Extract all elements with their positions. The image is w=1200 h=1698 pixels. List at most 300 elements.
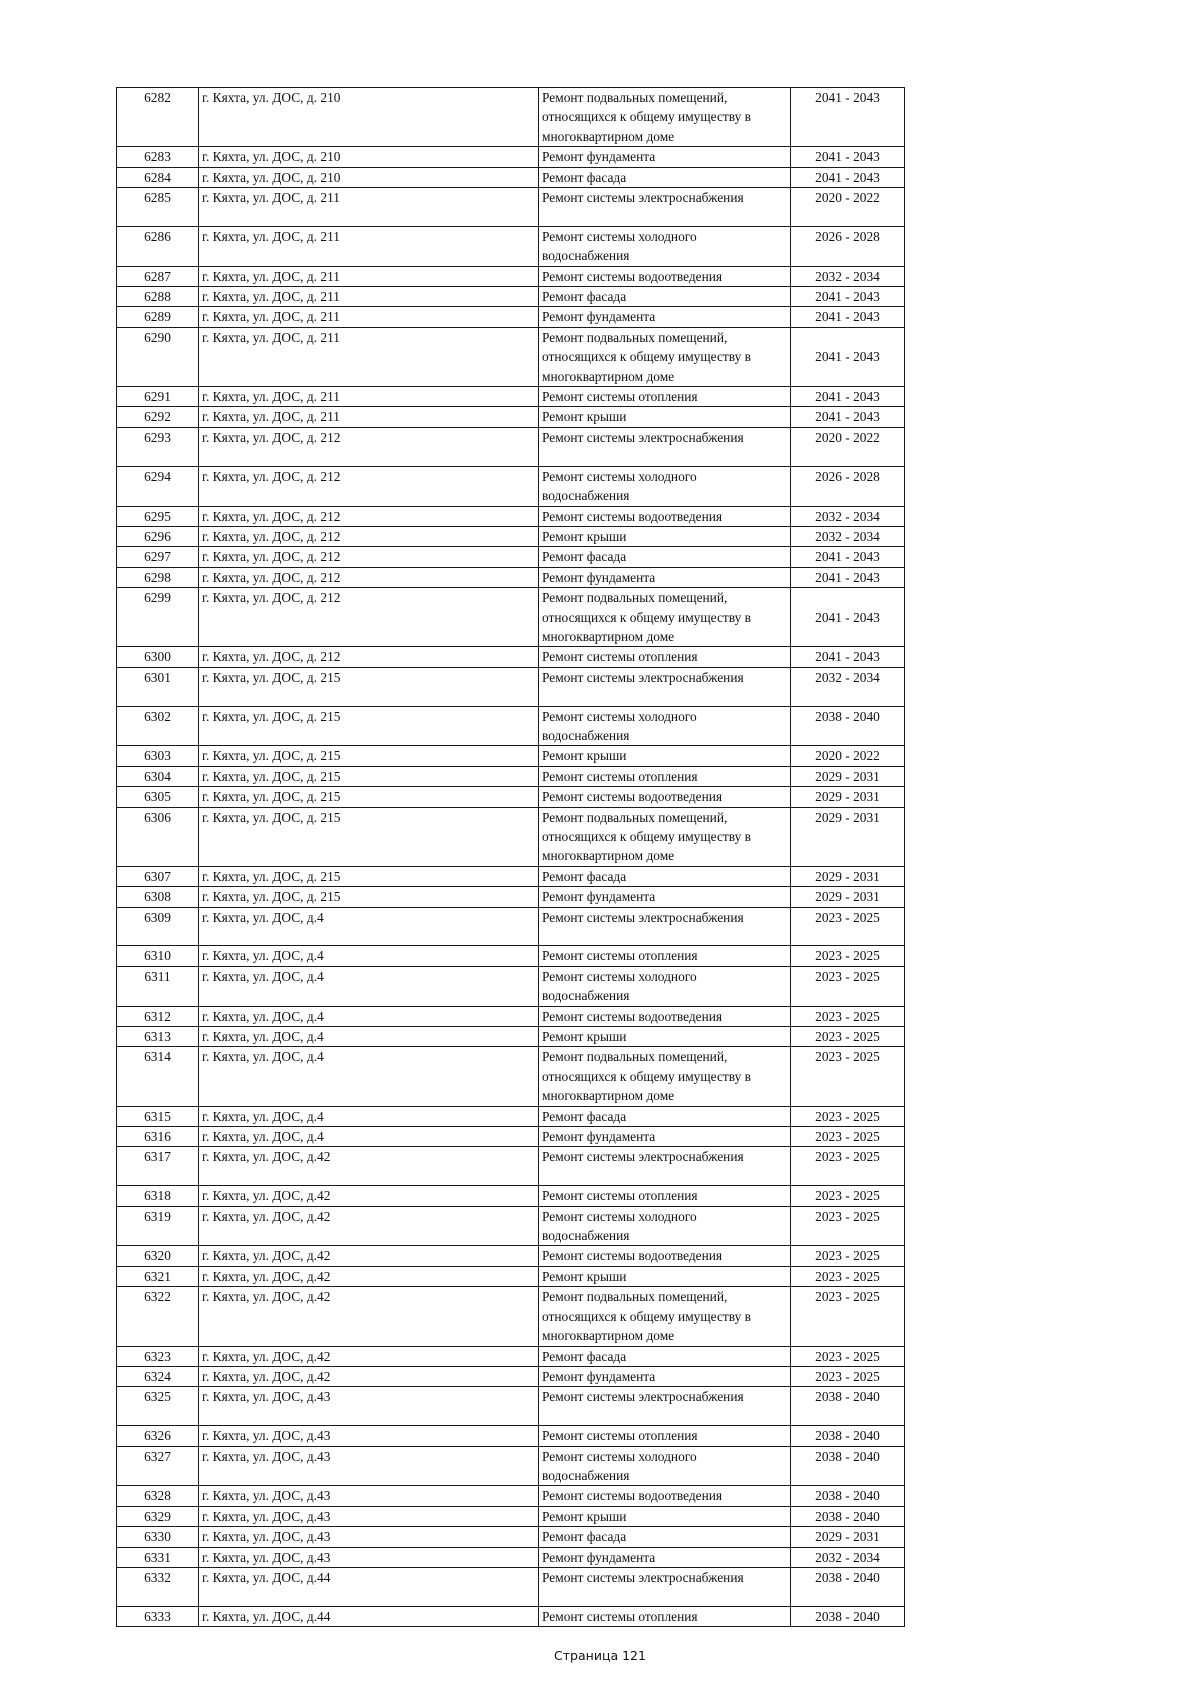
work-type-cell [539, 1127, 791, 1147]
address-cell: г. Кяхта, ул. ДОС, д.43 [199, 1387, 539, 1426]
table-body [117, 88, 905, 1627]
table-row [117, 147, 905, 167]
period-cell: 2029 - 2031 [791, 887, 905, 907]
period-cell: 2023 - 2025 [791, 1147, 905, 1186]
period-cell: 2023 - 2025 [791, 1266, 905, 1286]
table-row [117, 567, 905, 587]
work-type-line: Ремонт подвальных помещений, [542, 329, 728, 345]
period-cell: 2041 - 2043 [791, 588, 905, 647]
address-cell: г. Кяхта, ул. ДОС, д. 215 [199, 766, 539, 786]
period-cell: 2029 - 2031 [791, 787, 905, 807]
work-type-cell [539, 946, 791, 966]
work-type-cell [539, 1206, 791, 1246]
table-row [117, 907, 905, 946]
period-cell: 2041 - 2043 [791, 307, 905, 327]
address-cell: г. Кяхта, ул. ДОС, д. 210 [199, 167, 539, 187]
row-number: 6313 [117, 1027, 199, 1047]
table-row [117, 746, 905, 766]
work-type-cell [539, 526, 791, 546]
address-cell: г. Кяхта, ул. ДОС, д. 211 [199, 266, 539, 286]
period-cell: 2038 - 2040 [791, 1486, 905, 1506]
row-number: 6322 [117, 1287, 199, 1346]
address-cell: г. Кяхта, ул. ДОС, д. 211 [199, 327, 539, 386]
row-number: 6299 [117, 588, 199, 647]
address-cell: г. Кяхта, ул. ДОС, д. 215 [199, 787, 539, 807]
work-type-line: Ремонт системы электроснабжения [542, 190, 744, 206]
address-cell: г. Кяхта, ул. ДОС, д. 215 [199, 887, 539, 907]
row-number: 6298 [117, 567, 199, 587]
work-type-cell [539, 746, 791, 766]
table-row [117, 1506, 905, 1526]
address-cell: г. Кяхта, ул. ДОС, д. 211 [199, 307, 539, 327]
work-type-line: Ремонт фасада [542, 868, 627, 884]
period-cell: 2029 - 2031 [791, 807, 905, 866]
table-row [117, 1266, 905, 1286]
row-number: 6331 [117, 1547, 199, 1567]
period-cell: 2041 - 2043 [791, 567, 905, 587]
work-type-line: относящихся к общему имуществу в [542, 609, 751, 625]
row-number: 6318 [117, 1186, 199, 1206]
address-cell: г. Кяхта, ул. ДОС, д.43 [199, 1547, 539, 1567]
address-cell: г. Кяхта, ул. ДОС, д. 215 [199, 706, 539, 746]
period-cell: 2032 - 2034 [791, 506, 905, 526]
table-row [117, 966, 905, 1006]
period-cell: 2023 - 2025 [791, 907, 905, 946]
work-type-line: Ремонт подвальных помещений, [542, 809, 728, 825]
table-row [117, 387, 905, 407]
work-type-line: Ремонт системы электроснабжения [542, 669, 744, 685]
work-type-line: Ремонт подвальных помещений, [542, 590, 728, 606]
period-cell: 2023 - 2025 [791, 1246, 905, 1266]
work-type-cell [539, 1246, 791, 1266]
work-type-cell [539, 787, 791, 807]
table-row [117, 167, 905, 187]
period-cell: 2023 - 2025 [791, 1027, 905, 1047]
work-type-cell [539, 1186, 791, 1206]
period-cell: 2020 - 2022 [791, 188, 905, 227]
work-type-line: Ремонт системы электроснабжения [542, 429, 744, 445]
work-type-line: Ремонт системы холодного [542, 228, 697, 244]
address-cell: г. Кяхта, ул. ДОС, д. 212 [199, 526, 539, 546]
period-cell: 2020 - 2022 [791, 427, 905, 466]
work-type-cell [539, 1346, 791, 1366]
table-row [117, 1366, 905, 1386]
row-number: 6314 [117, 1047, 199, 1106]
period-cell: 2023 - 2025 [791, 1287, 905, 1346]
work-type-line: относящихся к общему имуществу в [542, 828, 751, 844]
table-row [117, 427, 905, 466]
table-row [117, 1027, 905, 1047]
row-number: 6303 [117, 746, 199, 766]
row-number: 6320 [117, 1246, 199, 1266]
address-cell: г. Кяхта, ул. ДОС, д. 212 [199, 506, 539, 526]
work-type-line: Ремонт системы холодного [542, 1448, 697, 1464]
work-type-line: Ремонт системы водоотведения [542, 1248, 723, 1264]
table-row [117, 787, 905, 807]
row-number: 6289 [117, 307, 199, 327]
period-cell: 2038 - 2040 [791, 1506, 905, 1526]
row-number: 6287 [117, 266, 199, 286]
row-number: 6323 [117, 1346, 199, 1366]
row-number: 6316 [117, 1127, 199, 1147]
table-row [117, 1106, 905, 1126]
table-row [117, 547, 905, 567]
table-row [117, 1387, 905, 1426]
row-number: 6288 [117, 287, 199, 307]
row-number: 6301 [117, 667, 199, 706]
table-row [117, 1147, 905, 1186]
row-number: 6321 [117, 1266, 199, 1286]
work-type-line: многоквартирном доме [542, 1328, 675, 1344]
table-row [117, 266, 905, 286]
work-type-line: Ремонт системы отопления [542, 649, 698, 665]
work-type-line: относящихся к общему имуществу в [542, 1308, 751, 1324]
table-row [117, 407, 905, 427]
period-cell: 2020 - 2022 [791, 746, 905, 766]
row-number: 6285 [117, 188, 199, 227]
work-type-line: Ремонт системы холодного [542, 708, 697, 724]
table-row [117, 1047, 905, 1106]
row-number: 6297 [117, 547, 199, 567]
work-type-cell [539, 167, 791, 187]
row-number: 6332 [117, 1567, 199, 1606]
table-row [117, 188, 905, 227]
work-type-cell [539, 706, 791, 746]
period-cell: 2023 - 2025 [791, 1006, 905, 1026]
work-type-line: относящихся к общему имуществу в [542, 109, 751, 125]
address-cell: г. Кяхта, ул. ДОС, д.43 [199, 1527, 539, 1547]
row-number: 6300 [117, 647, 199, 667]
work-type-cell [539, 1106, 791, 1126]
table-row [117, 887, 905, 907]
work-type-cell [539, 1527, 791, 1547]
work-type-cell [539, 766, 791, 786]
work-type-cell [539, 1547, 791, 1567]
row-number: 6294 [117, 466, 199, 506]
address-cell: г. Кяхта, ул. ДОС, д. 212 [199, 427, 539, 466]
work-type-line: Ремонт системы отопления [542, 1188, 698, 1204]
period-cell: 2041 - 2043 [791, 547, 905, 567]
work-type-cell [539, 188, 791, 227]
period-cell: 2023 - 2025 [791, 1366, 905, 1386]
address-cell: г. Кяхта, ул. ДОС, д. 212 [199, 588, 539, 647]
work-type-line: Ремонт крыши [542, 409, 627, 425]
period-cell: 2038 - 2040 [791, 1387, 905, 1426]
table-row [117, 466, 905, 506]
table-row [117, 1547, 905, 1567]
period-cell: 2023 - 2025 [791, 1206, 905, 1246]
table-row [117, 88, 905, 147]
address-cell: г. Кяхта, ул. ДОС, д. 212 [199, 547, 539, 567]
row-number: 6326 [117, 1426, 199, 1446]
period-cell: 2038 - 2040 [791, 706, 905, 746]
row-number: 6304 [117, 766, 199, 786]
row-number: 6330 [117, 1527, 199, 1547]
period-cell: 2041 - 2043 [791, 287, 905, 307]
work-type-line: Ремонт системы холодного [542, 1208, 697, 1224]
work-type-line: Ремонт системы отопления [542, 389, 698, 405]
row-number: 6290 [117, 327, 199, 386]
work-type-cell [539, 1027, 791, 1047]
work-type-cell [539, 307, 791, 327]
address-cell: г. Кяхта, ул. ДОС, д. 210 [199, 88, 539, 147]
table-row [117, 1446, 905, 1486]
row-number: 6333 [117, 1606, 199, 1626]
period-cell: 2032 - 2034 [791, 667, 905, 706]
address-cell: г. Кяхта, ул. ДОС, д.4 [199, 1106, 539, 1126]
period-cell: 2038 - 2040 [791, 1426, 905, 1446]
row-number: 6291 [117, 387, 199, 407]
table-row [117, 1426, 905, 1446]
work-type-line: многоквартирном доме [542, 128, 675, 144]
address-cell: г. Кяхта, ул. ДОС, д. 210 [199, 147, 539, 167]
work-type-line: Ремонт фасада [542, 1108, 627, 1124]
page-number: Страница 121 [554, 1648, 646, 1663]
table-row [117, 226, 905, 266]
work-type-line: Ремонт фасада [542, 169, 627, 185]
table-row [117, 588, 905, 647]
work-type-cell [539, 667, 791, 706]
work-type-cell [539, 506, 791, 526]
row-number: 6317 [117, 1147, 199, 1186]
work-type-line: Ремонт крыши [542, 528, 627, 544]
work-type-line: Ремонт фасада [542, 289, 627, 305]
address-cell: г. Кяхта, ул. ДОС, д.4 [199, 907, 539, 946]
work-type-line: Ремонт фундамента [542, 1549, 656, 1565]
work-type-line: Ремонт подвальных помещений, [542, 1289, 728, 1305]
period-cell: 2038 - 2040 [791, 1446, 905, 1486]
work-type-cell [539, 547, 791, 567]
work-type-line: Ремонт фундамента [542, 1129, 656, 1145]
work-type-cell [539, 1287, 791, 1346]
work-type-line: Ремонт системы водоотведения [542, 508, 723, 524]
work-type-line: Ремонт фундамента [542, 149, 656, 165]
row-number: 6283 [117, 147, 199, 167]
work-type-line: Ремонт системы электроснабжения [542, 1569, 744, 1585]
address-cell: г. Кяхта, ул. ДОС, д.42 [199, 1147, 539, 1186]
table-row [117, 1346, 905, 1366]
period-cell: 2023 - 2025 [791, 966, 905, 1006]
table-row [117, 307, 905, 327]
address-cell: г. Кяхта, ул. ДОС, д.4 [199, 1127, 539, 1147]
work-type-line: Ремонт подвальных помещений, [542, 1049, 728, 1065]
address-cell: г. Кяхта, ул. ДОС, д.4 [199, 1027, 539, 1047]
work-type-line: Ремонт системы водоотведения [542, 789, 723, 805]
work-type-line: Ремонт системы отопления [542, 1608, 698, 1624]
period-cell: 2029 - 2031 [791, 766, 905, 786]
address-cell: г. Кяхта, ул. ДОС, д. 211 [199, 226, 539, 266]
address-cell: г. Кяхта, ул. ДОС, д.44 [199, 1606, 539, 1626]
row-number: 6296 [117, 526, 199, 546]
work-type-line: Ремонт системы водоотведения [542, 268, 723, 284]
row-number: 6319 [117, 1206, 199, 1246]
address-cell: г. Кяхта, ул. ДОС, д.42 [199, 1186, 539, 1206]
table-row [117, 1287, 905, 1346]
work-type-line: Ремонт фундамента [542, 569, 656, 585]
work-type-line: водоснабжения [542, 1467, 630, 1483]
work-type-cell [539, 226, 791, 266]
period-cell: 2023 - 2025 [791, 1346, 905, 1366]
period-cell: 2023 - 2025 [791, 1106, 905, 1126]
address-cell: г. Кяхта, ул. ДОС, д.44 [199, 1567, 539, 1606]
address-cell: г. Кяхта, ул. ДОС, д.4 [199, 966, 539, 1006]
row-number: 6328 [117, 1486, 199, 1506]
work-type-line: Ремонт фасада [542, 1348, 627, 1364]
period-cell: 2038 - 2040 [791, 1606, 905, 1626]
period-cell: 2032 - 2034 [791, 526, 905, 546]
row-number: 6311 [117, 966, 199, 1006]
address-cell: г. Кяхта, ул. ДОС, д.4 [199, 946, 539, 966]
table-row [117, 526, 905, 546]
work-type-line: Ремонт системы холодного [542, 468, 697, 484]
work-type-line: водоснабжения [542, 727, 630, 743]
work-type-cell [539, 966, 791, 1006]
period-cell: 2023 - 2025 [791, 1047, 905, 1106]
work-type-cell [539, 1506, 791, 1526]
address-cell: г. Кяхта, ул. ДОС, д. 212 [199, 567, 539, 587]
period-cell: 2026 - 2028 [791, 466, 905, 506]
row-number: 6315 [117, 1106, 199, 1126]
period-cell: 2023 - 2025 [791, 946, 905, 966]
work-type-cell [539, 387, 791, 407]
row-number: 6284 [117, 167, 199, 187]
work-type-cell [539, 1567, 791, 1606]
table-row [117, 327, 905, 386]
row-number: 6307 [117, 866, 199, 886]
period-cell: 2023 - 2025 [791, 1127, 905, 1147]
address-cell: г. Кяхта, ул. ДОС, д.42 [199, 1287, 539, 1346]
work-type-cell [539, 1426, 791, 1446]
work-type-cell [539, 1486, 791, 1506]
work-type-cell [539, 407, 791, 427]
address-cell: г. Кяхта, ул. ДОС, д.42 [199, 1366, 539, 1386]
work-type-line: водоснабжения [542, 1228, 630, 1244]
address-cell: г. Кяхта, ул. ДОС, д. 212 [199, 647, 539, 667]
work-type-cell [539, 588, 791, 647]
table-row [117, 807, 905, 866]
period-cell: 2041 - 2043 [791, 407, 905, 427]
row-number: 6305 [117, 787, 199, 807]
period-cell: 2038 - 2040 [791, 1567, 905, 1606]
work-type-line: многоквартирном доме [542, 848, 675, 864]
address-cell: г. Кяхта, ул. ДОС, д.42 [199, 1246, 539, 1266]
work-type-line: водоснабжения [542, 988, 630, 1004]
work-type-cell [539, 427, 791, 466]
period-cell: 2041 - 2043 [791, 88, 905, 147]
work-type-line: многоквартирном доме [542, 368, 675, 384]
row-number: 6286 [117, 226, 199, 266]
row-number: 6309 [117, 907, 199, 946]
address-cell: г. Кяхта, ул. ДОС, д. 211 [199, 188, 539, 227]
table-row [117, 1246, 905, 1266]
period-cell: 2029 - 2031 [791, 1527, 905, 1547]
work-type-line: многоквартирном доме [542, 1088, 675, 1104]
work-type-cell [539, 1147, 791, 1186]
address-cell: г. Кяхта, ул. ДОС, д. 215 [199, 866, 539, 886]
table-row [117, 1486, 905, 1506]
row-number: 6324 [117, 1366, 199, 1386]
period-cell: 2041 - 2043 [791, 387, 905, 407]
work-type-cell [539, 1387, 791, 1426]
work-type-line: Ремонт крыши [542, 748, 627, 764]
table-row [117, 706, 905, 746]
work-type-line: Ремонт фасада [542, 1529, 627, 1545]
work-type-line: Ремонт системы электроснабжения [542, 909, 744, 925]
address-cell: г. Кяхта, ул. ДОС, д. 211 [199, 407, 539, 427]
table-row [117, 1127, 905, 1147]
work-type-line: Ремонт системы отопления [542, 768, 698, 784]
row-number: 6282 [117, 88, 199, 147]
work-type-line: Ремонт крыши [542, 1029, 627, 1045]
work-type-cell [539, 266, 791, 286]
row-number: 6295 [117, 506, 199, 526]
table-row [117, 647, 905, 667]
work-type-cell [539, 1366, 791, 1386]
work-type-cell [539, 327, 791, 386]
work-type-cell [539, 647, 791, 667]
table-row [117, 766, 905, 786]
period-cell: 2041 - 2043 [791, 647, 905, 667]
address-cell: г. Кяхта, ул. ДОС, д.43 [199, 1446, 539, 1486]
address-cell: г. Кяхта, ул. ДОС, д.4 [199, 1006, 539, 1026]
work-type-line: Ремонт системы отопления [542, 1428, 698, 1444]
period-cell: 2032 - 2034 [791, 1547, 905, 1567]
row-number: 6329 [117, 1506, 199, 1526]
work-type-cell [539, 147, 791, 167]
period-cell: 2026 - 2028 [791, 226, 905, 266]
address-cell: г. Кяхта, ул. ДОС, д.43 [199, 1426, 539, 1446]
work-type-line: водоснабжения [542, 248, 630, 264]
period-cell: 2032 - 2034 [791, 266, 905, 286]
work-type-line: Ремонт системы холодного [542, 968, 697, 984]
row-number: 6308 [117, 887, 199, 907]
table-row [117, 866, 905, 886]
row-number: 6312 [117, 1006, 199, 1026]
work-type-cell [539, 1606, 791, 1626]
address-cell: г. Кяхта, ул. ДОС, д. 215 [199, 746, 539, 766]
table-row [117, 1006, 905, 1026]
table-row [117, 1206, 905, 1246]
work-type-cell [539, 1047, 791, 1106]
row-number: 6325 [117, 1387, 199, 1426]
period-cell: 2041 - 2043 [791, 327, 905, 386]
work-type-line: относящихся к общему имуществу в [542, 349, 751, 365]
work-type-cell [539, 807, 791, 866]
table-row [117, 1186, 905, 1206]
work-type-line: Ремонт системы отопления [542, 948, 698, 964]
work-type-cell [539, 466, 791, 506]
work-type-line: Ремонт системы электроснабжения [542, 1149, 744, 1165]
address-cell: г. Кяхта, ул. ДОС, д.42 [199, 1346, 539, 1366]
address-cell: г. Кяхта, ул. ДОС, д.43 [199, 1486, 539, 1506]
work-type-cell [539, 887, 791, 907]
table-row [117, 1567, 905, 1606]
period-cell: 2023 - 2025 [791, 1186, 905, 1206]
work-type-cell [539, 1266, 791, 1286]
row-number: 6306 [117, 807, 199, 866]
row-number: 6310 [117, 946, 199, 966]
address-cell: г. Кяхта, ул. ДОС, д. 211 [199, 287, 539, 307]
row-number: 6327 [117, 1446, 199, 1486]
table-row [117, 667, 905, 706]
work-type-line: Ремонт системы электроснабжения [542, 1389, 744, 1405]
address-cell: г. Кяхта, ул. ДОС, д. 212 [199, 466, 539, 506]
work-type-line: Ремонт фундамента [542, 309, 656, 325]
work-type-cell [539, 567, 791, 587]
work-type-line: Ремонт подвальных помещений, [542, 90, 728, 105]
table-row [117, 506, 905, 526]
work-type-cell [539, 88, 791, 147]
